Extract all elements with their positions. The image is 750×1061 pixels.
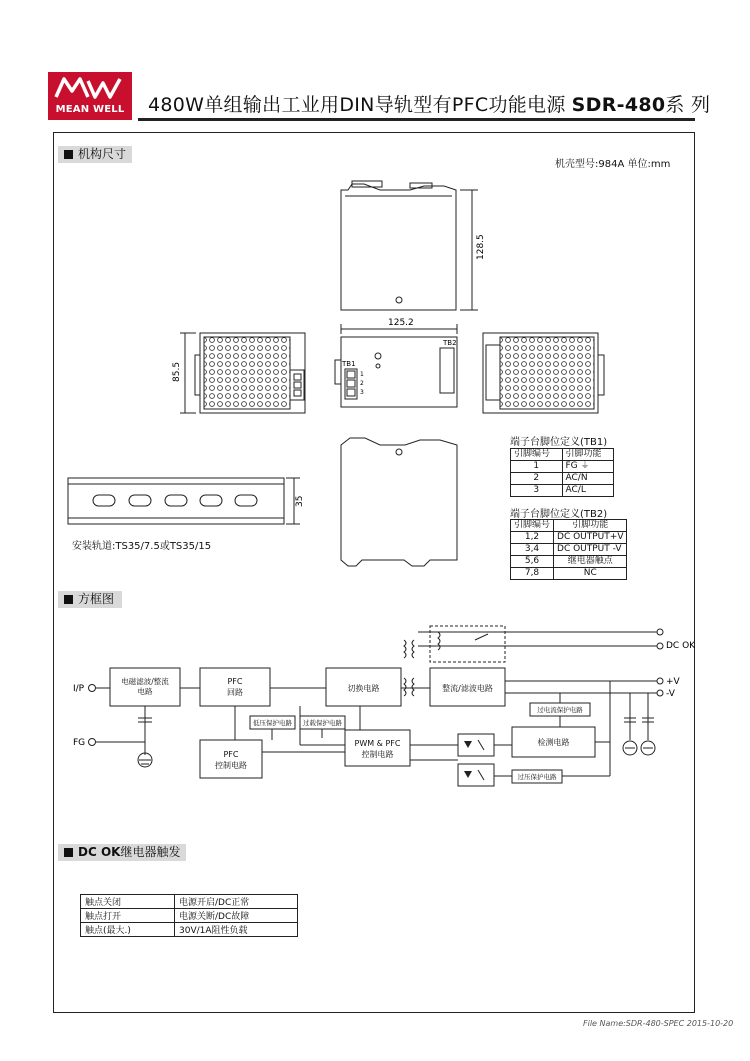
tb2-cell: 1,2 [511, 532, 554, 544]
detect-label: 检测电路 [537, 738, 570, 747]
right-side-view [483, 333, 604, 413]
rail-caption: 安装轨道:TS35/7.5或TS35/15 [72, 541, 212, 552]
tb2-header-func: 引脚功能 [554, 520, 627, 532]
series-text: 系 列 [665, 94, 711, 116]
low-volt-label: 低压保护电路 [253, 719, 292, 727]
optocoupler-2 [458, 764, 494, 786]
front-view [335, 337, 457, 407]
tb2-header-pin: 引脚编号 [511, 520, 554, 532]
section-block-diagram [58, 591, 122, 608]
case-info: 机壳型号:984A 单位:mm [555, 159, 671, 170]
tb2-cell: 5,6 [511, 556, 554, 568]
left-side-view [195, 333, 305, 413]
tb1-cell: 3 [511, 485, 563, 497]
emi-label: 电磁滤波/整流 电路 [121, 677, 169, 696]
footer-filename: File Name:SDR-480-SPEC 2015-10-20 [583, 1019, 734, 1028]
tb2-label: TB2 [443, 339, 457, 347]
ip-label: I/P [73, 684, 85, 694]
square-bullet-icon [64, 595, 73, 604]
tb1-cell: 1 [511, 461, 563, 473]
relay-cell: 30V/1A阻性负载 [175, 923, 298, 937]
pwm-label: PWM & PFC 控制电路 [354, 739, 401, 759]
pfc-ctrl-label: PFC 控制电路 [215, 750, 247, 770]
section-dcok-bold: DC OK [78, 845, 121, 859]
title-text: 480W单组输出工业用DIN导轨型有PFC功能电源 [148, 94, 566, 116]
dim-rail: 35 [295, 495, 305, 507]
relay-cell: 电源开启/DC正常 [175, 895, 298, 909]
table-row [81, 895, 298, 909]
over-current-label: 过电流保护电路 [537, 706, 583, 714]
optocoupler-1 [458, 734, 494, 756]
table-row [511, 556, 627, 568]
rect-label: 整流/滤波电路 [442, 684, 493, 693]
over-load-label: 过载保护电路 [303, 719, 342, 727]
section-dcok [58, 844, 186, 861]
tb1-pin-1: 1 [360, 371, 364, 378]
dcok-label: DC OK [666, 641, 695, 651]
tb1-pin-3: 3 [360, 389, 364, 396]
tb1-cell: AC/L [562, 485, 614, 497]
dim-depth: 85.5 [172, 361, 182, 382]
tb2-cell: DC OUTPUT -V [554, 544, 627, 556]
model-name: SDR-480 [571, 94, 666, 116]
table-row [81, 923, 298, 937]
dim-width: 125.2 [388, 318, 414, 328]
tb2-table [510, 519, 627, 580]
section-dcok-title: 继电器触发 [120, 845, 181, 859]
table-row [511, 473, 614, 485]
over-volt-label: 过压保护电路 [517, 773, 557, 781]
tb1-pin-2: 2 [360, 380, 364, 387]
tb2-cell: DC OUTPUT+V [554, 532, 627, 544]
table-row [81, 909, 298, 923]
relay-table [80, 894, 298, 937]
tb1-header-func: 引脚功能 [562, 449, 614, 461]
page-title [148, 90, 710, 117]
tb2-title: 端子台脚位定义(TB2) [510, 509, 608, 520]
tb1-cell: FG ⏚ [562, 461, 614, 473]
meanwell-logo [48, 72, 132, 120]
relay-cell: 触点(最大.) [81, 923, 175, 937]
relay-cell: 触点打开 [81, 909, 175, 923]
table-row [511, 461, 614, 473]
section-mechanical-title: 机构尺寸 [78, 147, 127, 161]
relay-block [430, 626, 505, 662]
pfc-label: PFC 回路 [227, 677, 243, 697]
table-row [511, 485, 614, 497]
dim-height: 128.5 [476, 234, 486, 260]
title-rule [138, 118, 695, 121]
tb2-cell: 7,8 [511, 568, 554, 580]
relay-cell: 电源关断/DC故障 [175, 909, 298, 923]
minus-v-label: -V [666, 689, 675, 699]
tb2-cell: 3,4 [511, 544, 554, 556]
fg-label: FG [73, 738, 86, 748]
tb1-header-pin: 引脚编号 [511, 449, 563, 461]
tb1-cell: 2 [511, 473, 563, 485]
switch-label: 切换电路 [347, 684, 380, 693]
mw-logo-icon [48, 73, 132, 103]
table-row [511, 449, 614, 461]
bottom-view [341, 438, 457, 566]
table-row [511, 568, 627, 580]
tb1-cell: AC/N [562, 473, 614, 485]
logo-text: MEAN WELL [55, 104, 125, 115]
section-block-title: 方框图 [78, 592, 115, 606]
tb1-title: 端子台脚位定义(TB1) [510, 437, 608, 448]
square-bullet-icon [64, 848, 73, 857]
relay-cell: 触点关闭 [81, 895, 175, 909]
table-row [511, 544, 627, 556]
table-row [511, 532, 627, 544]
tb1-table [510, 448, 614, 497]
block-diagram [53, 610, 695, 790]
din-rail [68, 478, 284, 524]
tb2-cell: 继电器触点 [554, 556, 627, 568]
table-row [511, 520, 627, 532]
top-view [341, 181, 456, 310]
tb1-label: TB1 [342, 360, 356, 368]
plus-v-label: +V [666, 677, 680, 687]
tb2-cell: NC [554, 568, 627, 580]
